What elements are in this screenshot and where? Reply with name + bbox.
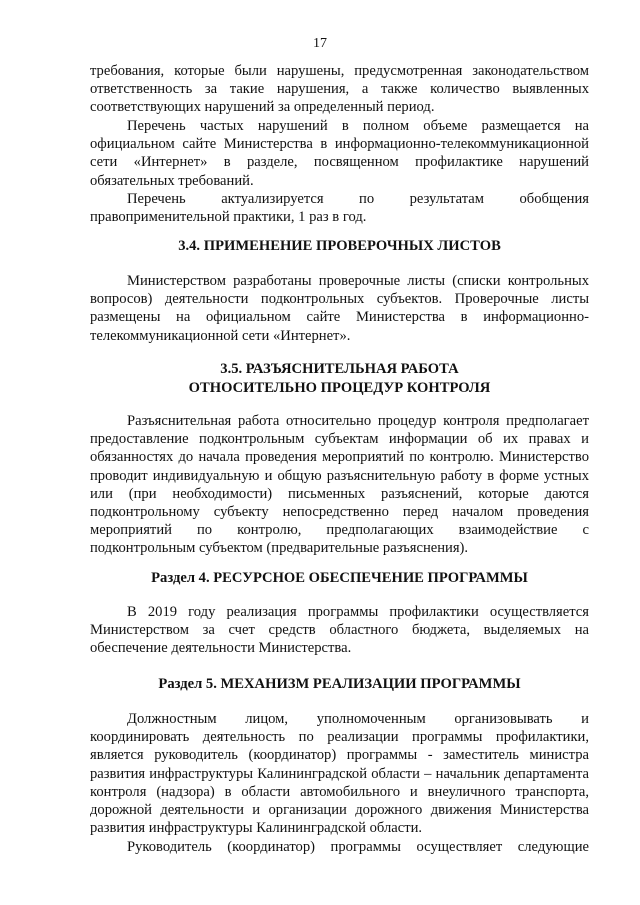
paragraph-responsible-official	[90, 710, 589, 837]
page-number: 17	[313, 36, 327, 51]
paragraph-text: В 2019 году реализация программы профилактики осуществляется Министерством за счет средств областного бюджета, выделяемых на обеспечение деятельности Министерства.	[90, 604, 589, 657]
heading-section-3-5-container	[90, 360, 589, 397]
heading-section-3-5-line2: ОТНОСИТЕЛЬНО ПРОЦЕДУР КОНТРОЛЯ	[188, 379, 491, 396]
paragraph-text: Перечень частых нарушений в полном объеме размещается на официальном сайте Министерства в информационно-телекоммуникационной сети «Интернет» в разделе, посвященном профилактике нарушений обязательных требований.	[90, 118, 589, 189]
heading-section-4: Раздел 4. РЕСУРСНОЕ ОБЕСПЕЧЕНИЕ ПРОГРАММЫ	[151, 570, 528, 586]
heading-section-5-container	[90, 675, 589, 694]
paragraph-checklists	[90, 272, 589, 345]
heading-section-4-container	[90, 569, 589, 588]
paragraph-coordinator-duties	[90, 838, 589, 856]
heading-section-3-5-line1: 3.5. РАЗЪЯСНИТЕЛЬНАЯ РАБОТА	[220, 361, 459, 377]
paragraph-text: Разъяснительная работа относительно процедур контроля предполагает предоставление подконтрольным субъектам информации об их правах и обязанностях до начала проведения мероприятий по контролю. Министерство проводит индивидуальную и общую разъяснительную работу в форме устных или (при необходимости) письменных разъяснений, которые даются подконтрольному субъекту непосредственно перед началом проведения мероприятий по контролю, предполагающих взаимодействие с подконтрольным субъектом (предварительные разъяснения).	[90, 413, 589, 557]
paragraph-violations-summary	[90, 62, 589, 117]
paragraph-list-update	[90, 190, 589, 226]
paragraph-violations-list-publication	[90, 117, 589, 190]
paragraph-resource-provision	[90, 603, 589, 658]
heading-section-3-4: 3.4. ПРИМЕНЕНИЕ ПРОВЕРОЧНЫХ ЛИСТОВ	[178, 238, 501, 254]
heading-section-5: Раздел 5. МЕХАНИЗМ РЕАЛИЗАЦИИ ПРОГРАММЫ	[158, 676, 521, 692]
paragraph-text: Перечень актуализируется по результатам обобщения правоприменительной практики, 1 раз в год.	[90, 191, 589, 226]
paragraph-text: Должностным лицом, уполномоченным организовывать и координировать деятельность по реализации программы профилактики, является руководитель (координатор) программы - заместитель министра развития инфраструктуры Калининградской области – начальник департамента контроля (надзора) в области автомобильного и внеуличного транспорта, дорожной деятельности и организации дорожного движения Министерства развития инфраструктуры Калининградской области.	[90, 711, 589, 837]
paragraph-text: Министерством разработаны проверочные листы (списки контрольных вопросов) деятельности подконтрольных субъектов. Проверочные листы размещены на официальном сайте Министерства в информационно-телекоммуникационной сети «Интернет».	[90, 273, 589, 344]
paragraph-explanatory-work	[90, 412, 589, 558]
heading-section-3-4-container	[90, 237, 589, 256]
paragraph-text: Руководитель (координатор) программы осуществляет следующие	[127, 839, 589, 855]
paragraph-text: требования, которые были нарушены, предусмотренная законодательством ответственность за такие нарушения, а также количество выявленных соответствующих нарушений за определенный период.	[90, 63, 589, 116]
